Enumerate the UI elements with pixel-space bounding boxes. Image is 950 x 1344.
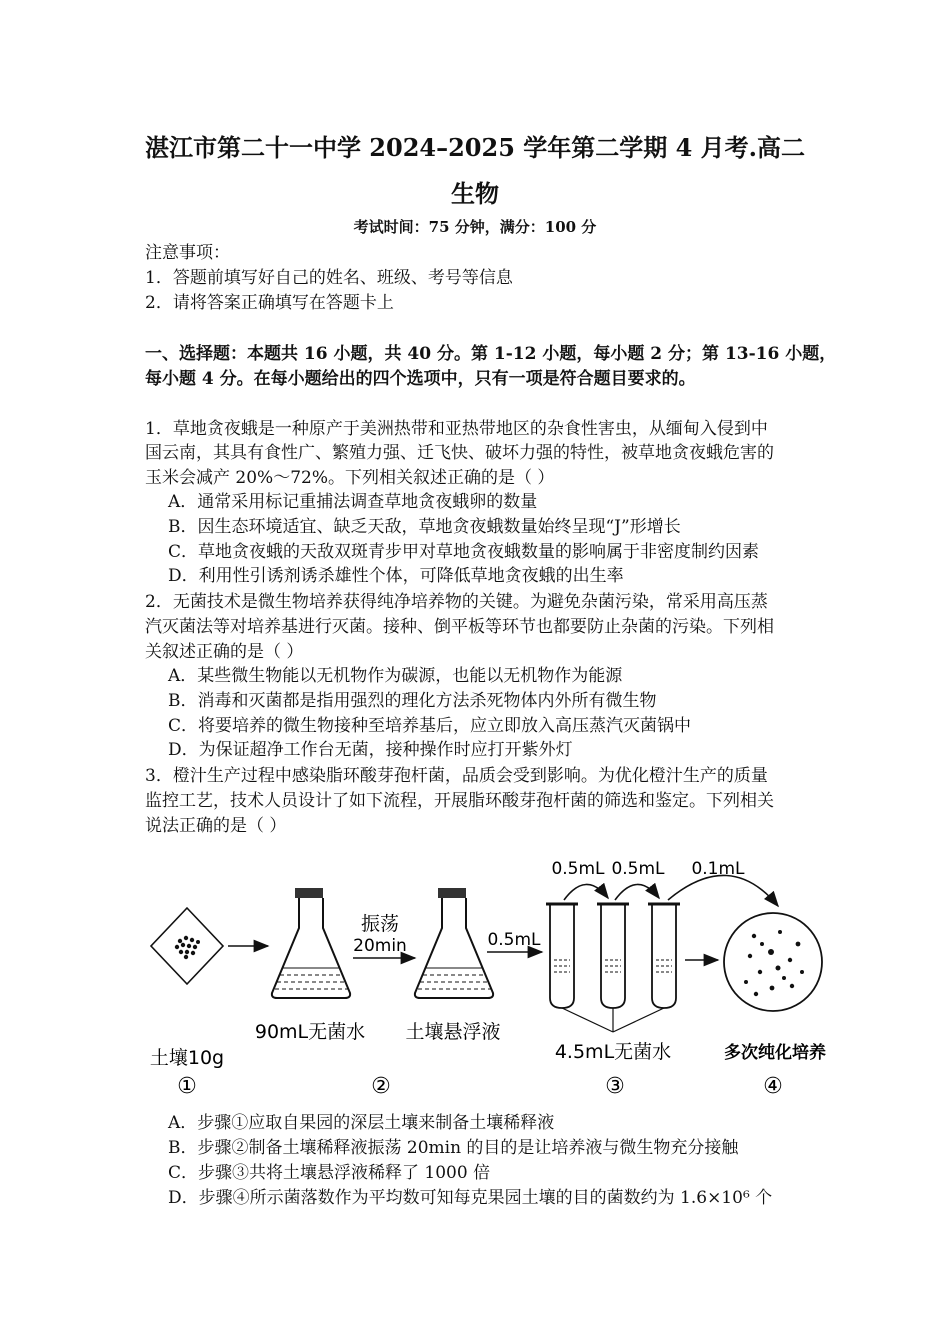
water45-label: 4.5mL无菌水: [554, 1041, 672, 1063]
test-tube-icon: [648, 904, 680, 1008]
q3-stem: 监控工艺，技术人员设计了如下流程，开展脂环酸芽孢杆菌的筛选和鉴定。下列相关: [145, 791, 774, 811]
notes-item: 1．答题前填写好自己的姓名、班级、考号等信息: [145, 268, 513, 288]
q1-option-d: D．利用性引诱剂诱杀雄性个体，可降低草地贪夜蛾的出生率: [168, 566, 624, 586]
section-heading: 一、选择题：本题共 16 小题，共 40 分。第 1-12 小题，每小题 2 分；第 13-16 小题，: [145, 344, 837, 364]
q2-stem: 汽灭菌法等对培养基进行灭菌。接种、倒平板等环节也都要防止杂菌的污染。下列相: [145, 617, 774, 637]
purify-label: 多次纯化培养: [724, 1043, 826, 1063]
q3-option-a: A．步骤①应取自果园的深层土壤来制备土壤稀释液: [168, 1113, 555, 1133]
test-tube-icon: [546, 904, 578, 1008]
q3-option-d: D．步骤④所示菌落数作为平均数可知每克果园土壤的目的菌数约为 1.6×10⁶ 个: [168, 1188, 773, 1208]
q3-option-c: C．步骤③共将土壤悬浮液稀释了 1000 倍: [168, 1163, 491, 1183]
shake-time-label: 20min: [353, 936, 407, 956]
q2-option-a: A．某些微生物能以无机物作为碳源，也能以无机物作为能源: [168, 666, 623, 686]
dilution-flow-diagram: [140, 848, 840, 1103]
notes-item: 2．请将答案正确填写在答题卡上: [145, 293, 394, 313]
q1-stem: 1．草地贪夜蛾是一种原产于美洲热带和亚热带地区的杂食性害虫，从缅甸入侵到中: [145, 419, 768, 439]
step2-label: ②: [371, 1074, 391, 1099]
q3-option-b: B．步骤②制备土壤稀释液振荡 20min 的目的是让培养液与微生物充分接触: [168, 1138, 739, 1158]
soil-sample-icon: [151, 908, 223, 984]
soil-label: 土壤10g: [149, 1047, 225, 1069]
exam-title-line1: 湛江市第二十一中学 2024–2025 学年第二学期 4 月考.高二: [144, 133, 806, 162]
q1-option-a: A．通常采用标记重捕法调查草地贪夜蛾卵的数量: [168, 492, 538, 512]
flask-icon: [272, 888, 350, 998]
exam-info: 考试时间：75 分钟，满分：100 分: [353, 218, 597, 236]
step1-label: ①: [177, 1074, 197, 1099]
q1-stem: 国云南，其具有食性广、繁殖力强、迁飞快、破坏力强的特性，被草地贪夜蛾危害的: [145, 443, 774, 463]
step4-label: ④: [763, 1074, 783, 1099]
q1-option-c: C．草地贪夜蛾的天敌双斑青步甲对草地贪夜蛾数量的影响属于非密度制约因素: [168, 542, 760, 562]
curved-arrow-icon: [564, 884, 608, 900]
q1-option-b: B．因生态环境适宜、缺乏天敌，草地贪夜蛾数量始终呈现“J”形增长: [168, 517, 681, 537]
q1-stem: 玉米会减产 20%～72%。下列相关叙述正确的是（ ）: [145, 468, 555, 488]
tube-transfer-label-2: 0.5mL: [611, 859, 665, 879]
test-tube-icon: [597, 904, 629, 1008]
petri-dish-icon: [724, 913, 822, 1011]
q2-stem: 2．无菌技术是微生物培养获得纯净培养物的关键。为避免杂菌污染，常采用高压蒸: [145, 592, 768, 612]
plate-transfer-label: 0.1mL: [691, 859, 745, 879]
curved-arrow-icon: [615, 884, 659, 900]
water90-label: 90mL无菌水: [254, 1021, 366, 1043]
exam-title-line2: 生物: [451, 179, 499, 208]
section-heading: 每小题 4 分。在每小题给出的四个选项中，只有一项是符合题目要求的。: [145, 369, 696, 389]
suspension-label: 土壤悬浮液: [405, 1021, 501, 1043]
shake-label: 振荡: [360, 913, 400, 935]
transfer-label: 0.5mL: [487, 930, 541, 950]
tube-transfer-label-1: 0.5mL: [551, 859, 605, 879]
flask-icon: [415, 888, 493, 998]
step3-label: ③: [605, 1074, 625, 1099]
q3-stem: 说法正确的是（ ）: [145, 816, 287, 836]
curved-arrow-icon: [668, 875, 778, 906]
q2-stem: 关叙述正确的是（ ）: [145, 642, 304, 662]
q2-option-d: D．为保证超净工作台无菌，接种操作时应打开紫外灯: [168, 740, 573, 760]
notes-heading: 注意事项：: [145, 243, 230, 263]
q3-stem: 3．橙汁生产过程中感染脂环酸芽孢杆菌，品质会受到影响。为优化橙汁生产的质量: [145, 766, 768, 786]
q2-option-c: C．将要培养的微生物接种至培养基后，应立即放入高压蒸汽灭菌锅中: [168, 716, 692, 736]
q2-option-b: B．消毒和灭菌都是指用强烈的理化方法杀死物体内外所有微生物: [168, 691, 657, 711]
